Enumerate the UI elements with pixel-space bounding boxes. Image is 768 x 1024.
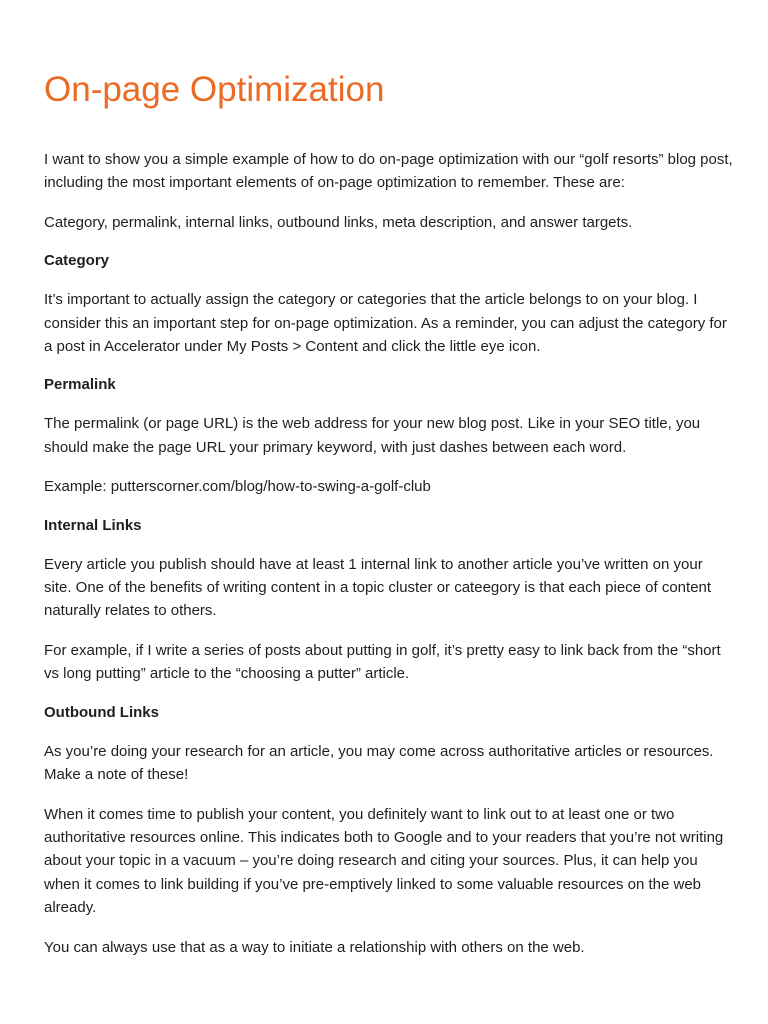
elements-list-paragraph: Category, permalink, internal links, outbound links, meta description, and answer targets.: [44, 213, 633, 231]
intro-paragraph: I want to show you a simple example of how to do on-page optimization with our “golf resorts” blog post, including the most important elements of on-page optimization to remember. These are:: [44, 151, 733, 192]
section-paragraph: As you’re doing your research for an article, you may come across authoritative articles or resources. Make a note of these!: [44, 742, 714, 784]
section-paragraph: You can always use that as a way to initiate a relationship with others on the web.: [44, 938, 585, 956]
section-outbound-links: [44, 702, 734, 959]
section-category: [44, 250, 734, 358]
section-paragraph: The permalink (or page URL) is the web address for your new blog post. Like in your SEO title, you should make the page URL your primary keyword, with just dashes between each word.: [44, 415, 701, 456]
section-heading: Category: [44, 252, 110, 270]
article-body: [44, 148, 734, 975]
section-permalink: [44, 374, 734, 498]
section-heading: Internal Links: [44, 516, 142, 534]
section-paragraph: When it comes time to publish your content, you definitely want to link out to at least one or two authoritative resources online. This indicates both to Google and to your readers that you’re not writing about your topic in a vacuum – you’re doing research and citing your sources. Plus, it can help you when it comes to link building if you’ve pre-emptively linked to some valuable resources on the web already.: [44, 805, 724, 917]
section-paragraph: For example, if I write a series of posts about putting in golf, it’s pretty easy to link back from the “short vs long putting” article to the “choosing a putter” article.: [44, 641, 721, 683]
page-title: On-page Optimization: [44, 70, 385, 109]
section-heading: Outbound Links: [44, 703, 159, 721]
example-url-paragraph: Example: putterscorner.com/blog/how-to-swing-a-golf-club: [44, 478, 431, 496]
section-heading: Permalink: [44, 376, 116, 394]
section-internal-links: [44, 515, 734, 686]
section-paragraph: It’s important to actually assign the category or categories that the article belongs to on your blog. I consider this an important step for on-page optimization. As a reminder, you can adjust the category for a post in Accelerator under My Posts > Content and click the little eye icon.: [44, 291, 727, 356]
section-paragraph: Every article you publish should have at least 1 internal link to another article you’ve written on your site. One of the benefits of writing content in a topic cluster or cateegory is that each piece of content naturally relates to others.: [44, 555, 712, 620]
